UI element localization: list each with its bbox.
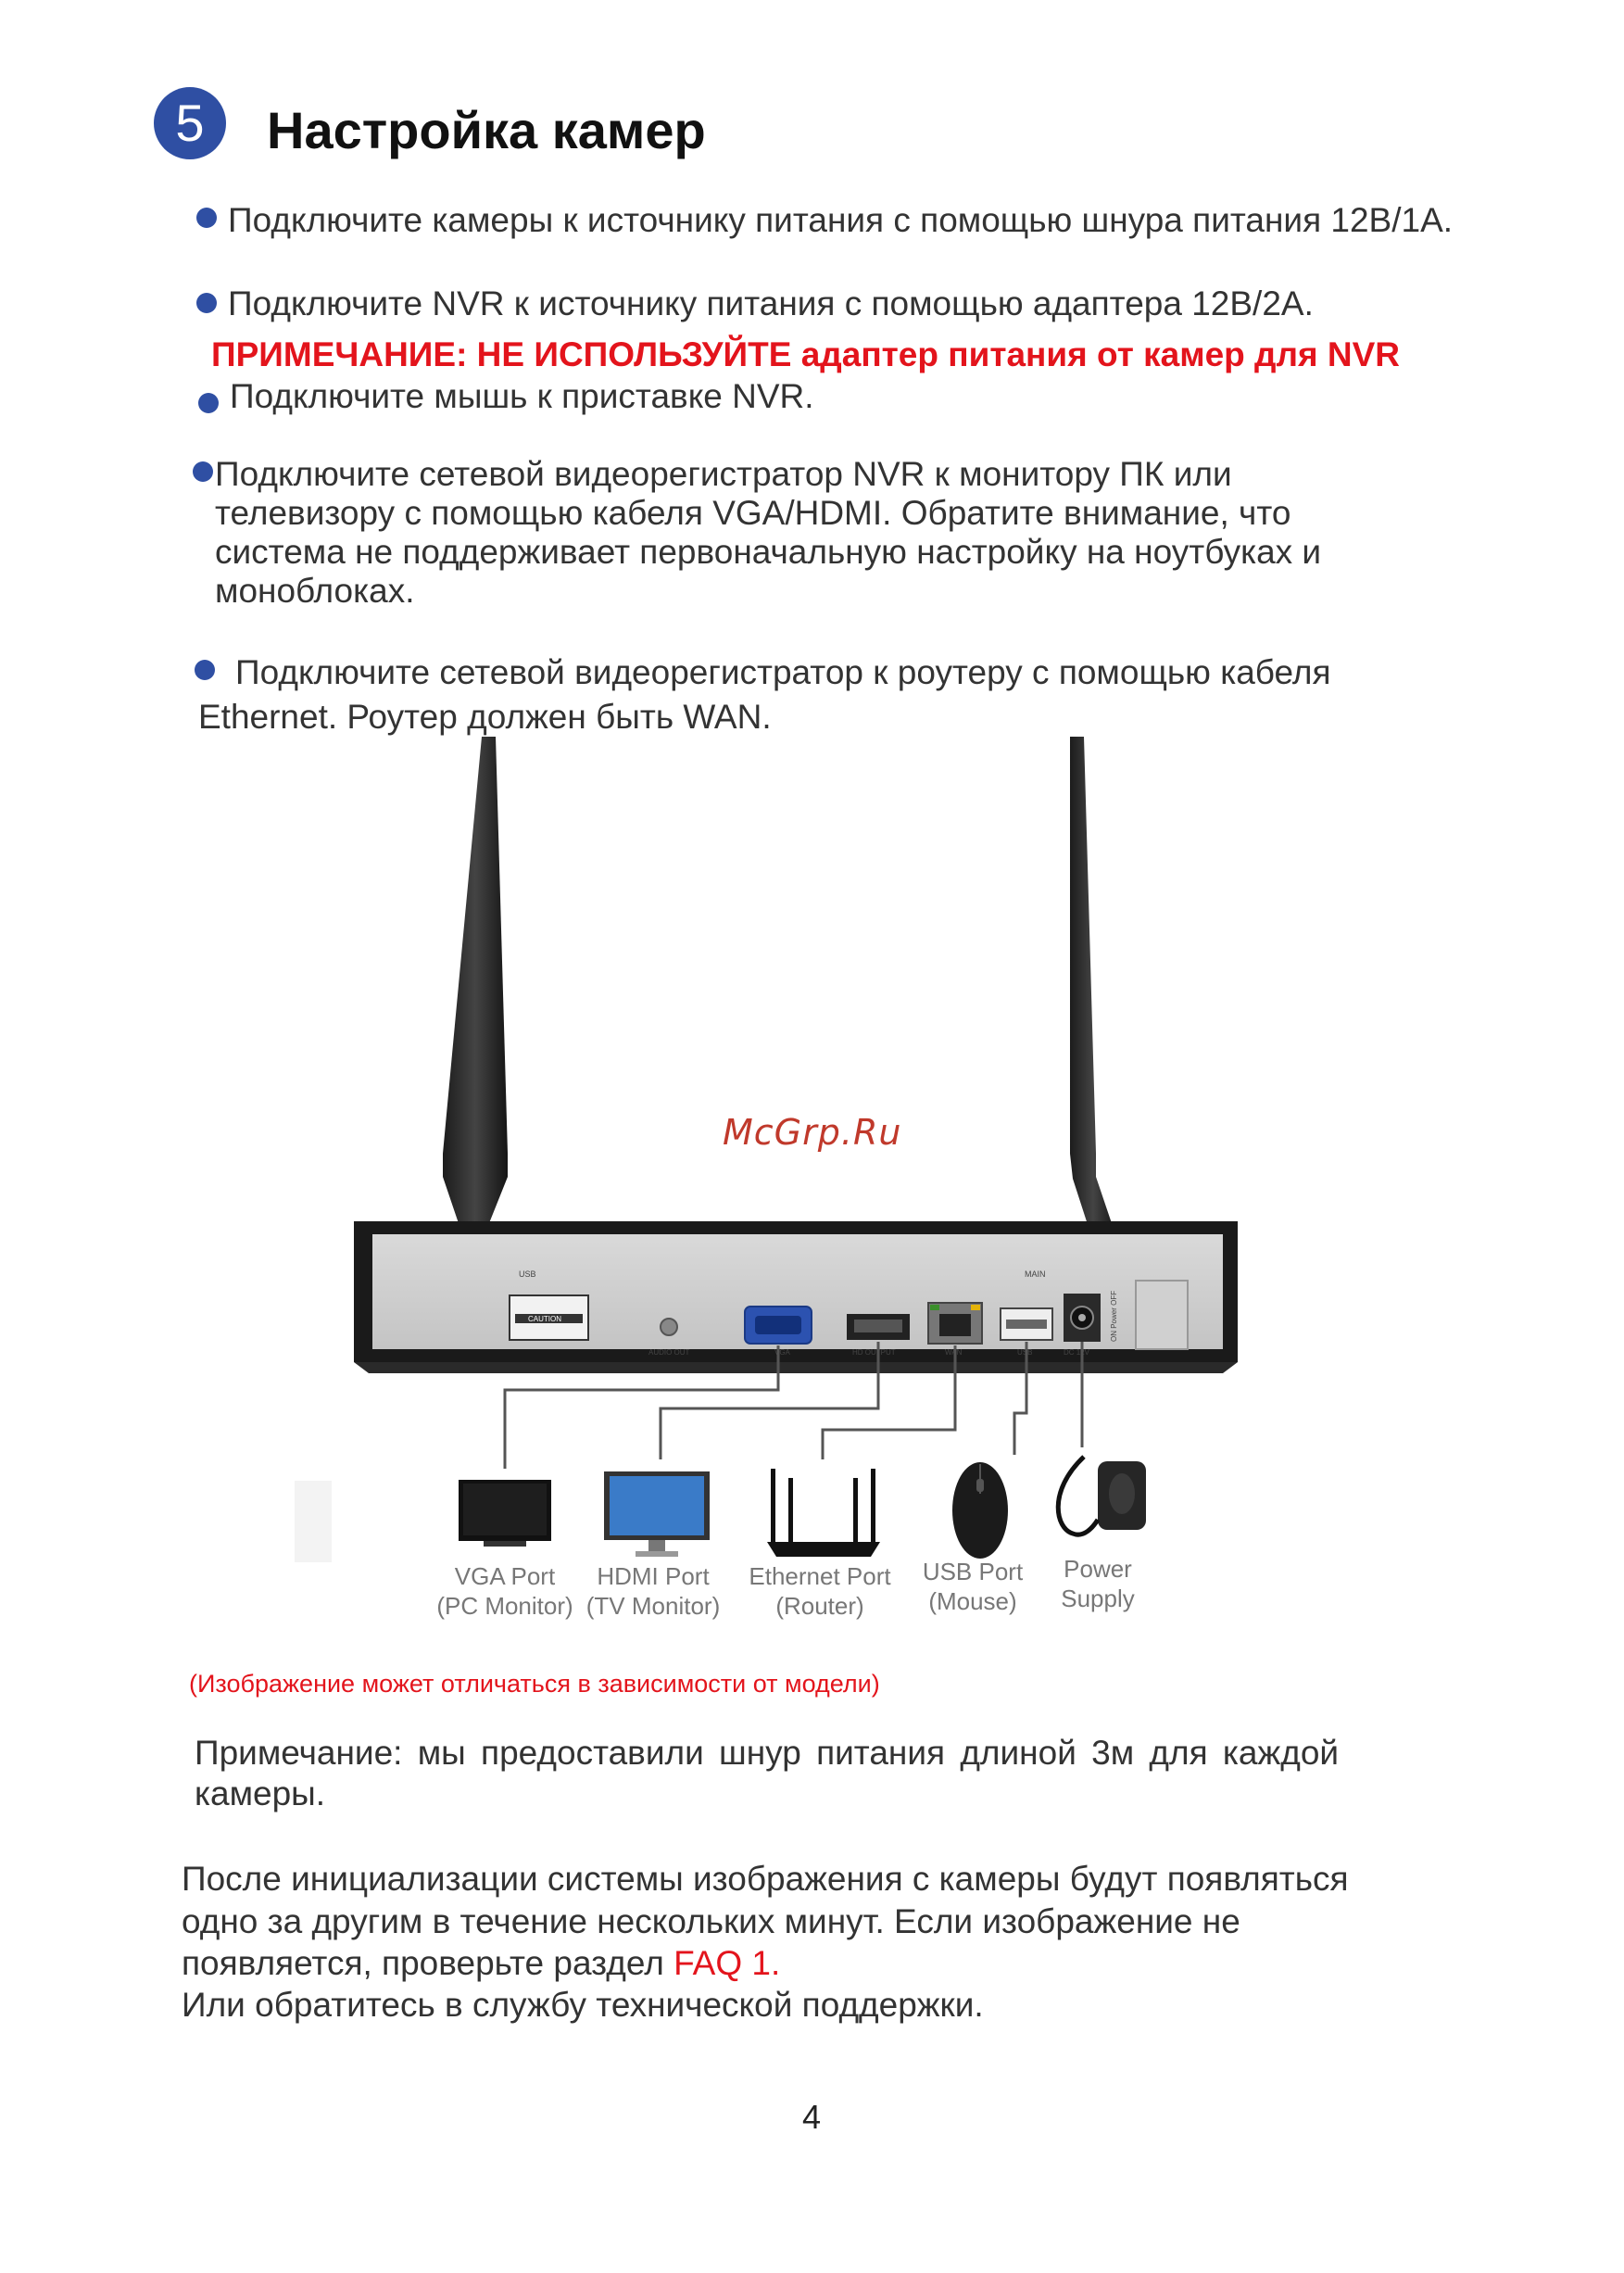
tv-monitor-icon: [604, 1471, 710, 1557]
device-label-line: (Router): [775, 1592, 864, 1620]
device-label-line: VGA Port: [454, 1562, 556, 1590]
bullet-icon: [196, 208, 217, 228]
step-4-line-3: система не поддерживает первоначальную настройку на ноутбуках и: [215, 533, 1322, 571]
step-1-text: Подключите камеры к источнику питания с помощью шнура питания 12В/1А.: [228, 201, 1454, 239]
caution-sticker: [510, 1295, 588, 1340]
hdmi-label: HD OUTPUT: [852, 1348, 896, 1357]
step-4-line-2: телевизору с помощью кабеля VGA/HDMI. Обратите внимание, что: [215, 494, 1291, 532]
dc-power-port-icon: [1064, 1294, 1101, 1342]
power-supply-icon: [1058, 1457, 1146, 1534]
after-init-line-1: После инициализации системы изображения с камеры будут появляться: [182, 1860, 1349, 1898]
wan-label: WAN: [945, 1348, 963, 1357]
power-switch-label: ON Power OFF: [1110, 1290, 1118, 1342]
mouse-icon: [952, 1462, 1008, 1559]
vga-label: VGA: [774, 1348, 790, 1357]
photo-fade-strip: [295, 1481, 332, 1562]
device-label-line: Supply: [1061, 1585, 1135, 1612]
nvr-rear-panel: [354, 1221, 1238, 1373]
device-label-line: Ethernet Port: [749, 1562, 891, 1590]
hdmi-port-icon: [847, 1314, 910, 1340]
after-init-line-3: [182, 1943, 780, 1984]
bullet-icon: [198, 393, 219, 413]
audio-out-port-icon: [661, 1319, 677, 1335]
wan-port-icon: [928, 1303, 982, 1344]
device-label-line: Power: [1064, 1555, 1132, 1583]
audio-out-label: AUDIO OUT: [648, 1348, 690, 1357]
bullet-icon: [195, 660, 215, 680]
device-label-power: [1005, 1554, 1190, 1613]
after-init-line-3-text: появляется, проверьте раздел: [182, 1944, 674, 1982]
watermark: McGrp.Ru: [723, 1112, 902, 1153]
step-5-line-1: Подключите сетевой видеорегистратор к роутеру с помощью кабеля: [235, 653, 1331, 691]
image-caption: (Изображение может отличаться в зависимости от модели): [189, 1670, 880, 1698]
after-init-line-4: Или обратитесь в службу технической поддержки.: [182, 1986, 984, 2024]
usb-label: USB: [1017, 1348, 1033, 1357]
section-title: Настройка камер: [267, 101, 706, 159]
step-4-line-1: Подключите сетевой видеорегистратор NVR к монитору ПК или: [215, 455, 1232, 493]
nvr-connection-diagram: [0, 723, 1624, 1631]
device-label-line: USB Port: [922, 1558, 1024, 1585]
caution-label: CAUTION: [528, 1315, 561, 1323]
after-init-line-2: одно за другим в течение нескольких минут. Если изображение не: [182, 1902, 1240, 1940]
device-label-line: (TV Monitor): [585, 1592, 721, 1620]
dc-label: DC 12V: [1064, 1348, 1090, 1357]
step-3-text: Подключите мышь к приставке NVR.: [230, 377, 814, 415]
device-label-hdmi: [560, 1561, 746, 1621]
side-panel: [1136, 1281, 1188, 1349]
warning-note: ПРИМЕЧАНИЕ: НЕ ИСПОЛЬЗУЙТЕ адаптер питания от камер для NVR: [211, 335, 1401, 373]
cord-note-line-2: камеры.: [195, 1774, 326, 1812]
cord-note-line-1: Примечание: мы предоставили шнур питания длиной 3м для каждой: [195, 1734, 1340, 1772]
usb-port-icon: [1001, 1308, 1052, 1340]
page-number: 4: [802, 2098, 822, 2136]
device-label-line: (PC Monitor): [436, 1592, 573, 1620]
step-5-line-2: Ethernet. Роутер должен быть WAN.: [198, 698, 772, 736]
bullet-icon: [196, 293, 217, 313]
faq-link[interactable]: FAQ 1.: [674, 1944, 781, 1982]
usb-antenna-label: USB: [519, 1269, 536, 1279]
step-2-text: Подключите NVR к источнику питания с помощью адаптера 12В/2А.: [228, 284, 1314, 322]
device-label-line: (Mouse): [928, 1587, 1017, 1615]
bullet-icon: [193, 461, 213, 482]
antenna-left-icon: [443, 737, 508, 1279]
router-icon: [767, 1469, 880, 1557]
antenna-right-icon: [1070, 737, 1116, 1279]
section-number-badge: 5: [154, 87, 226, 159]
main-antenna-label: MAIN: [1025, 1269, 1046, 1279]
pc-monitor-icon: [459, 1480, 551, 1547]
step-4-line-4: моноблоках.: [215, 572, 415, 610]
device-label-line: HDMI Port: [597, 1562, 710, 1590]
vga-port-icon: [745, 1307, 812, 1344]
